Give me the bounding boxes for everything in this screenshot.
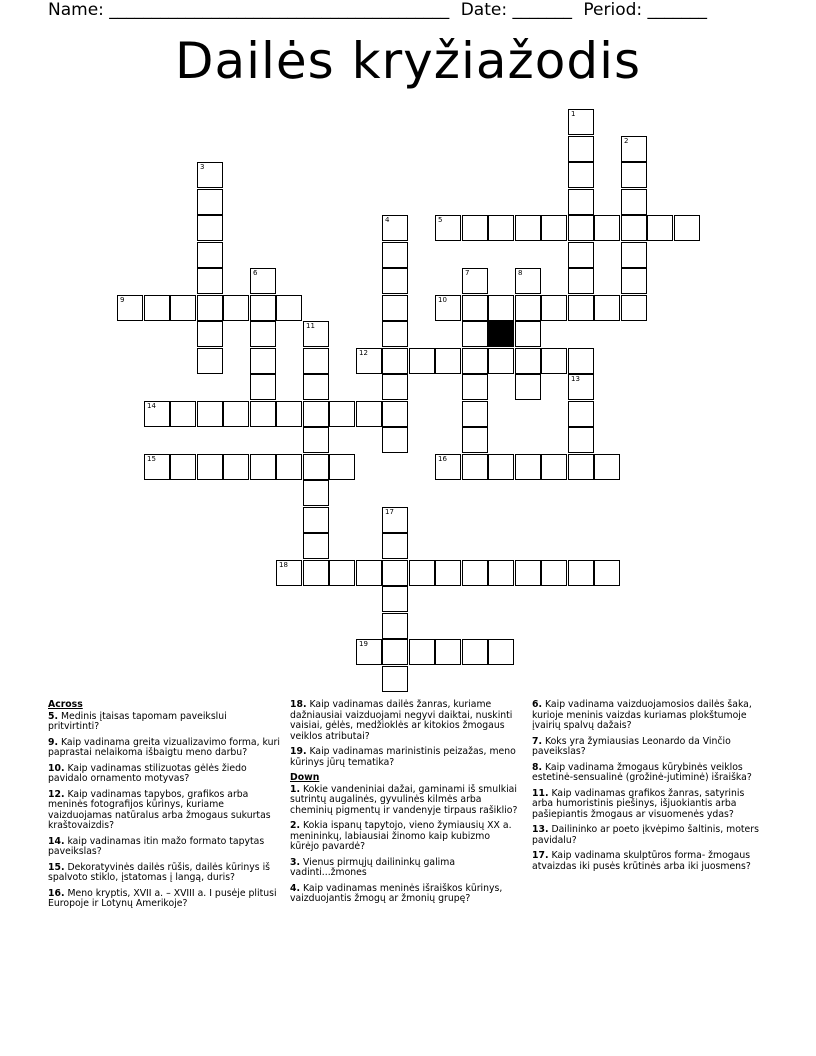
grid-cell[interactable] (197, 268, 223, 294)
grid-cell[interactable] (594, 560, 620, 586)
grid-cell[interactable] (382, 295, 408, 321)
grid-cell[interactable] (435, 454, 461, 480)
name-field-label[interactable]: Name: ________________________________________ (48, 0, 450, 20)
grid-cell[interactable] (515, 560, 541, 586)
cell-number: 4 (385, 216, 390, 224)
grid-cell[interactable] (409, 348, 435, 374)
grid-cell[interactable] (276, 295, 302, 321)
grid-cell[interactable] (197, 215, 223, 241)
grid-cell[interactable] (144, 401, 170, 427)
grid-cell[interactable] (356, 560, 382, 586)
grid-cell[interactable] (382, 533, 408, 559)
grid-cell[interactable] (568, 374, 594, 400)
grid-cell[interactable] (462, 401, 488, 427)
grid-cell[interactable] (197, 321, 223, 347)
grid-cell[interactable] (170, 401, 196, 427)
grid-cell[interactable] (515, 268, 541, 294)
grid-cell[interactable] (568, 560, 594, 586)
grid-cell[interactable] (621, 162, 647, 188)
grid-cell[interactable] (382, 374, 408, 400)
clue-across-16: 16. Meno kryptis, XVII a. – XVIII a. I pusėje plitusi Europoje ir Lotynų Amerikoje? (48, 887, 277, 909)
grid-cell[interactable] (568, 454, 594, 480)
grid-cell[interactable] (197, 295, 223, 321)
grid-cell[interactable] (197, 401, 223, 427)
grid-cell[interactable] (621, 242, 647, 268)
grid-cell[interactable] (674, 215, 700, 241)
grid-cell[interactable] (170, 295, 196, 321)
grid-cell[interactable] (170, 454, 196, 480)
cell-number: 2 (624, 137, 629, 145)
clue-down-8: 8. Kaip vadinama žmogaus kūrybinės veiklos estetinė-sensualinė (grožinė-jutiminė) išraiška? (532, 761, 752, 783)
grid-cell[interactable] (382, 242, 408, 268)
grid-cell[interactable] (435, 639, 461, 665)
grid-cell[interactable] (568, 215, 594, 241)
clues-column-1 (48, 700, 280, 915)
grid-cell[interactable] (197, 189, 223, 215)
grid-cell[interactable] (250, 374, 276, 400)
grid-cell[interactable] (515, 321, 541, 347)
grid-cell[interactable] (356, 639, 382, 665)
grid-cell[interactable] (621, 268, 647, 294)
grid-cell[interactable] (488, 639, 514, 665)
grid-cell[interactable] (462, 215, 488, 241)
grid-cell[interactable] (382, 401, 408, 427)
grid-cell[interactable] (435, 295, 461, 321)
grid-cell[interactable] (303, 507, 329, 533)
grid-cell[interactable] (515, 374, 541, 400)
grid-cell[interactable] (303, 533, 329, 559)
grid-cell[interactable] (462, 348, 488, 374)
grid-cell[interactable] (250, 454, 276, 480)
cell-number: 13 (571, 375, 580, 383)
grid-cell[interactable] (621, 189, 647, 215)
grid-cell[interactable] (515, 348, 541, 374)
grid-cell[interactable] (462, 321, 488, 347)
clues-column-3 (532, 700, 768, 877)
down-heading: Down (290, 772, 320, 783)
grid-cell[interactable] (382, 586, 408, 612)
grid-cell[interactable] (382, 666, 408, 692)
grid-cell[interactable] (250, 295, 276, 321)
grid-cell[interactable] (462, 560, 488, 586)
grid-cell[interactable] (568, 401, 594, 427)
page-title: Dailės kryžiažodis (174, 32, 642, 90)
grid-cell[interactable] (594, 454, 620, 480)
grid-cell[interactable] (541, 454, 567, 480)
cell-number: 16 (438, 455, 447, 463)
grid-cell[interactable] (568, 242, 594, 268)
clue-across-12: 12. Kaip vadinamas tapybos, grafikos arba meninės fotografijos kūrinys, kuriame vaizduojamas natūralus arba žmogaus sukurtas kraštovaizdis? (48, 788, 271, 831)
grid-cell[interactable] (303, 480, 329, 506)
grid-cell[interactable] (488, 215, 514, 241)
grid-cell[interactable] (435, 348, 461, 374)
grid-cell[interactable] (329, 560, 355, 586)
grid-cell[interactable] (435, 215, 461, 241)
grid-cell[interactable] (276, 454, 302, 480)
grid-cell[interactable] (303, 454, 329, 480)
grid-cell[interactable] (382, 613, 408, 639)
grid-cell[interactable] (488, 295, 514, 321)
clue-down-1: 1. Kokie vandeniniai dažai, gaminami iš smulkiai sutrintų augalinės, gyvulinės kilmės arba cheminių pigmentų ir vandenyje tirpaus rašiklio? (290, 783, 518, 816)
grid-cell[interactable] (621, 295, 647, 321)
clue-down-13: 13. Dailininko ar poeto įkvėpimo šaltinis, moters pavidalu? (532, 824, 759, 846)
grid-cell[interactable] (568, 427, 594, 453)
cell-number: 15 (147, 455, 156, 463)
grid-cell[interactable] (382, 321, 408, 347)
grid-cell[interactable] (250, 401, 276, 427)
grid-cell[interactable] (568, 189, 594, 215)
date-field-label[interactable]: Date: _______ (460, 0, 572, 20)
grid-cell[interactable] (488, 560, 514, 586)
grid-cell[interactable] (223, 401, 249, 427)
grid-cell[interactable] (382, 215, 408, 241)
grid-cell[interactable] (250, 268, 276, 294)
grid-cell[interactable] (488, 454, 514, 480)
black-cell (488, 321, 514, 347)
clue-down-17: 17. Kaip vadinama skulptūros forma- žmogaus atvaizdas iki pusės krūtinės arba iki juosmens? (532, 850, 751, 872)
clue-across-14: 14. kaip vadinamas itin mažo formato tapytas paveikslas? (48, 835, 265, 857)
cell-number: 7 (465, 269, 470, 277)
grid-cell[interactable] (541, 348, 567, 374)
clue-down-7: 7. Koks yra žymiausias Leonardo da Vinčio paveikslas? (532, 735, 731, 757)
grid-cell[interactable] (568, 268, 594, 294)
clue-down-2: 2. Kokia ispanų tapytojo, vieno žymiausių XX a. menininkų, labiausiai žinomo kaip kubizmo kūrėjo pavardė? (290, 820, 512, 852)
grid-cell[interactable] (197, 242, 223, 268)
grid-cell[interactable] (382, 348, 408, 374)
cell-number: 3 (200, 163, 205, 171)
clue-across-15: 15. Dekoratyvinės dailės rūšis, dailės kūrinys iš spalvoto stiklo, įstatomas į langą, duris? (48, 861, 270, 883)
clue-down-6: 6. Kaip vadinama vaizduojamosios dailės šaka, kurioje meninis vaizdas kuriamas plokštumoje įvairių spalvų dažais? (532, 699, 752, 731)
grid-cell[interactable] (303, 374, 329, 400)
grid-cell[interactable] (382, 507, 408, 533)
grid-cell[interactable] (329, 454, 355, 480)
grid-cell[interactable] (409, 560, 435, 586)
grid-cell[interactable] (356, 401, 382, 427)
grid-cell[interactable] (382, 639, 408, 665)
grid-cell[interactable] (462, 295, 488, 321)
cell-number: 19 (359, 640, 368, 648)
grid-cell[interactable] (594, 215, 620, 241)
grid-cell[interactable] (462, 427, 488, 453)
cell-number: 5 (438, 216, 443, 224)
grid-cell[interactable] (356, 348, 382, 374)
grid-cell[interactable] (250, 348, 276, 374)
clue-down-11: 11. Kaip vadinamas grafikos žanras, satyrinis arba humoristinis piešinys, išjuokiantis arba pašiepiantis žmogaus ar visuomenės ydas? (532, 787, 745, 820)
across-heading: Across (48, 699, 83, 710)
grid-cell[interactable] (462, 639, 488, 665)
grid-cell[interactable] (568, 162, 594, 188)
grid-cell[interactable] (382, 268, 408, 294)
grid-cell[interactable] (303, 427, 329, 453)
grid-cell[interactable] (462, 374, 488, 400)
clue-across-18: 18. Kaip vadinamas dailės žanras, kuriame dažniausiai vaizduojami negyvi daiktai, nuskinti vaisiai, gėlės, medžioklės ar kitokios žmogaus veiklos atributai? (290, 699, 513, 742)
grid-cell[interactable] (117, 295, 143, 321)
grid-cell[interactable] (541, 215, 567, 241)
cell-number: 14 (147, 402, 156, 410)
grid-cell[interactable] (197, 162, 223, 188)
cell-number: 17 (385, 508, 394, 516)
grid-cell[interactable] (329, 401, 355, 427)
grid-cell[interactable] (541, 295, 567, 321)
clue-down-4: 4. Kaip vadinamas meninės išraiškos kūrinys, vaizduojantis žmogų ar žmonių grupę? (290, 882, 503, 904)
grid-cell[interactable] (621, 215, 647, 241)
grid-cell[interactable] (303, 348, 329, 374)
grid-cell[interactable] (276, 401, 302, 427)
grid-cell[interactable] (515, 295, 541, 321)
clue-down-3: 3. Vienus pirmųjų dailininkų galima vadinti...žmones (290, 856, 456, 878)
clue-across-10: 10. Kaip vadinamas stilizuotas gėlės žiedo pavidalo ornamento motyvas? (48, 762, 247, 784)
grid-cell[interactable] (409, 639, 435, 665)
grid-cell[interactable] (382, 427, 408, 453)
grid-cell[interactable] (568, 136, 594, 162)
cell-number: 11 (306, 322, 315, 330)
grid-cell[interactable] (303, 401, 329, 427)
grid-cell[interactable] (303, 321, 329, 347)
grid-cell[interactable] (250, 321, 276, 347)
grid-cell[interactable] (568, 109, 594, 135)
grid-cell[interactable] (515, 454, 541, 480)
grid-cell[interactable] (594, 295, 620, 321)
clue-across-19: 19. Kaip vadinamas marinistinis peizažas, meno kūrinys jūrų tematika? (290, 746, 516, 768)
grid-cell[interactable] (462, 268, 488, 294)
grid-cell[interactable] (541, 560, 567, 586)
grid-cell[interactable] (568, 295, 594, 321)
grid-cell[interactable] (647, 215, 673, 241)
grid-cell[interactable] (462, 454, 488, 480)
grid-cell[interactable] (435, 560, 461, 586)
cell-number: 1 (571, 110, 576, 118)
clue-across-5: 5. Medinis įtaisas tapomam paveikslui pritvirtinti? (48, 710, 227, 732)
cell-number: 10 (438, 296, 447, 304)
grid-cell[interactable] (382, 560, 408, 586)
grid-cell[interactable] (303, 560, 329, 586)
grid-cell[interactable] (223, 295, 249, 321)
cell-number: 12 (359, 349, 368, 357)
clue-across-9: 9. Kaip vadinama greita vizualizavimo forma, kuri paprastai nelaikoma išbaigtu meno darbu? (48, 736, 280, 758)
grid-cell[interactable] (515, 215, 541, 241)
cell-number: 18 (279, 561, 288, 569)
cell-number: 6 (253, 269, 258, 277)
grid-cell[interactable] (197, 454, 223, 480)
grid-cell[interactable] (223, 454, 249, 480)
period-field-label[interactable]: Period: _______ (583, 0, 708, 20)
grid-cell[interactable] (621, 136, 647, 162)
grid-cell[interactable] (568, 348, 594, 374)
cell-number: 9 (120, 296, 125, 304)
grid-cell[interactable] (276, 560, 302, 586)
clues-column-2 (290, 700, 522, 910)
cell-number: 8 (518, 269, 523, 277)
grid-cell[interactable] (488, 348, 514, 374)
grid-cell[interactable] (197, 348, 223, 374)
grid-cell[interactable] (144, 295, 170, 321)
grid-cell[interactable] (144, 454, 170, 480)
